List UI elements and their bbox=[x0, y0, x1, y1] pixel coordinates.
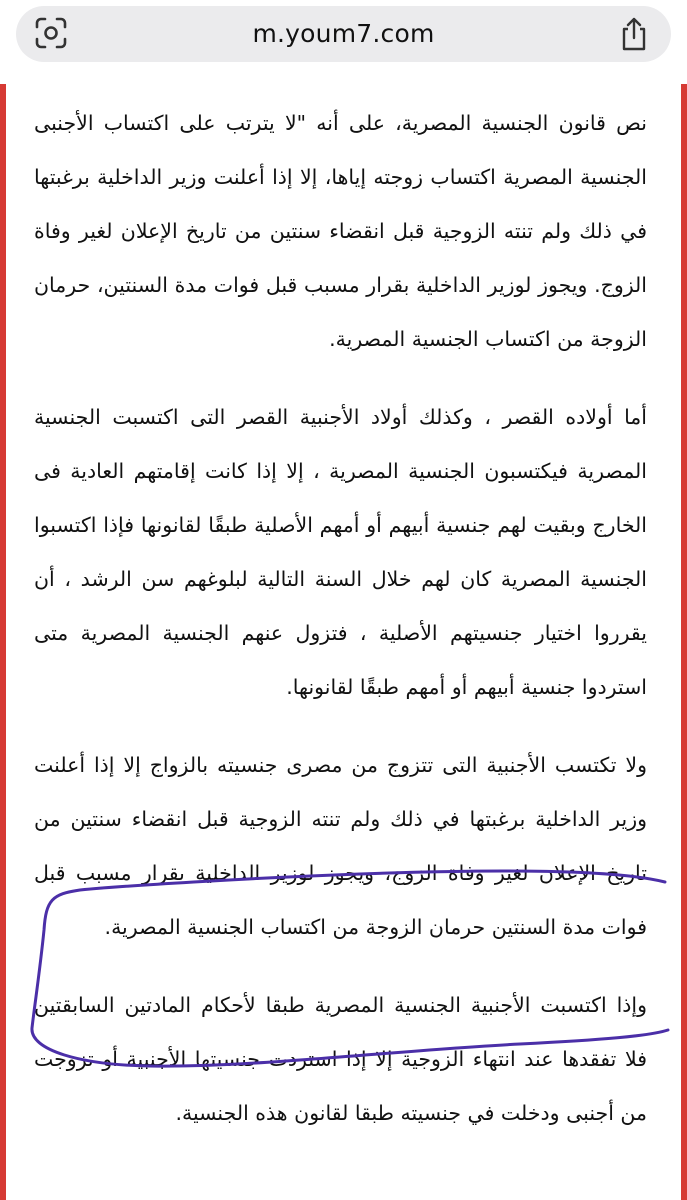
browser-toolbar bbox=[0, 0, 687, 82]
article-paragraph: نص قانون الجنسية المصرية، على أنه "لا يترتب على اكتساب الأجنبى الجنسية المصرية اكتساب زوجته إياها، إلا إذا أعلنت وزير الداخلية برغبتها في ذلك ولم تنته الزوجية قبل انقضاء سنتين من تاريخ الإعلان لغير وفاة الزوج. ويجوز لوزير الداخلية بقرار مسبب قبل فوات مدة السنتين، حرمان الزوجة من اكتساب الجنسية المصرية. bbox=[34, 111, 647, 351]
share-icon[interactable] bbox=[619, 16, 649, 52]
article-paragraph: أما أولاده القصر ، وكذلك أولاد الأجنبية القصر التى اكتسبت الجنسية المصرية فيكتسبون الجنسية المصرية ، إلا إذا كانت إقامتهم العادية فى الخارج وبقيت لهم جنسية أبيهم أو أمهم الأصلية طبقًا لقانونها فإذا اكتسبوا الجنسية المصرية كان لهم خلال السنة التالية لبلوغهم سن الرشد ، أن يقرروا اختيار جنسيتهم الأصلية ، فتزول عنهم الجنسية المصرية متى استردوا جنسية أبيهم أو أمهم طبقًا لقانونها. bbox=[34, 405, 647, 699]
url-text[interactable]: m.youm7.com bbox=[252, 19, 435, 48]
right-edge-marker bbox=[681, 84, 687, 1200]
article-paragraph: ولا تكتسب الأجنبية التى تتزوج من مصرى جنسيته بالزواج إلا إذا أعلنت وزير الداخلية برغبتها في ذلك ولم تنته الزوجية قبل انقضاء سنتين من تاريخ الإعلان لغير وفاة الزوج، ويجوز لوزير الداخلية بقرار مسبب قبل فوات مدة السنتين حرمان الزوجة من اكتساب الجنسية المصرية. bbox=[34, 753, 647, 939]
article-body bbox=[34, 96, 647, 1164]
article-paragraph: وإذا اكتسبت الأجنبية الجنسية المصرية طبقا لأحكام المادتين السابقتين فلا تفقدها عند انتهاء الزوجية إلا إذا استردت جنسيتها الأجنبية أو تزوجت من أجنبى ودخلت في جنسيته طبقا لقانون هذه الجنسية. bbox=[34, 993, 647, 1125]
address-bar[interactable] bbox=[16, 6, 671, 62]
left-edge-marker bbox=[0, 84, 6, 1200]
